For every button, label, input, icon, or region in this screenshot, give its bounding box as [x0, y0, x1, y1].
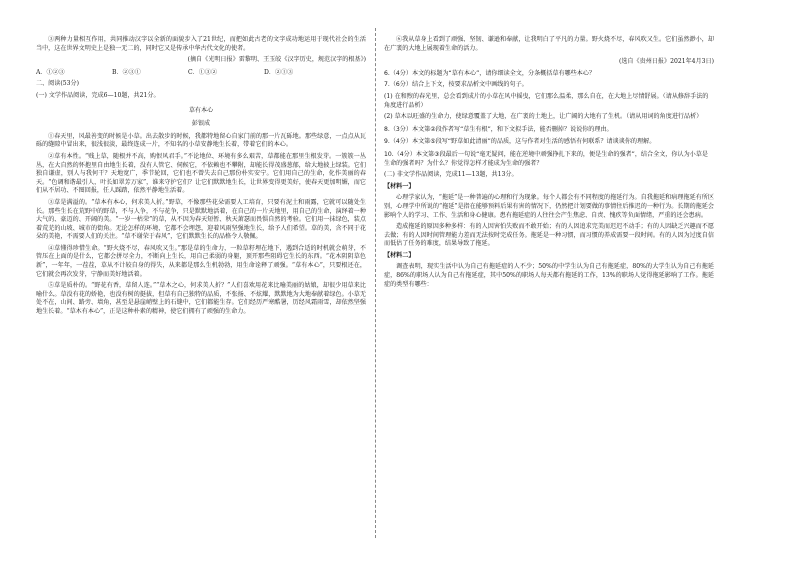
answer-options — [36, 69, 366, 78]
question-9: 9.（4分）本文第⑤段写“野草如此清丽”的品质，这与作者对生活的感悟有何联系？请谈谈你的理解。 — [384, 138, 656, 146]
option-c: C．①③② — [188, 68, 218, 76]
material-1-paragraph-1: 心理学家认为，“拖延”是一种普遍的心理和行为现象。每个人都会有不同程度的拖延行为。自我拖延和病理拖延有所区别，心理学中所说的“拖延”是指在能够预料后果有害的情况下，仍然把计划要做的事情往后推迟的一种行为。长期的拖延会影响个人的学习、工作、生活和身心健康。患有拖延症的人往往会产生焦虑、自责、愧疚等负面情绪，严重的还会患病。 — [384, 194, 714, 219]
material-1-heading: 【材料一】 — [384, 182, 415, 190]
article-paragraph-4: ④草懂得珍惜生命。“野火烧不尽，春风吹又生。”那是草的生命力，一粒草籽埋在地下，遇到合适的时机就会萌芽，不管压在上面的是什么，它都会拼尽全力，不断向上生长，用自己柔弱的身躯，顶开那些阻碍它生长的东西。“花木阴阴草色新”，一年年，一茬茬，草从不计较自身的得失，从来都是那么生机勃勃，用生命诠释了顽强。“草有本心”，只要根还在，它们就会再次发芽，宁静而美好地活着。 — [36, 244, 366, 278]
subsection-heading: (一) 文学作品阅读，完成6—10题，共21分。 — [36, 91, 160, 99]
article-paragraph-2: ②草有本性。“贱上草，随根并不高，购恨风君手。”不论地位、环境有多么艰苦，草都能在那里生根发芽。一簇簇一丛丛，在大自然的怀抱里自由地生长着，没有人管它、伺候它，不依赖也不攀附，却能长得茂盛葱郁，给大地披上绿装。它们独自谦虚，别人与我何干？天地宽广，季节轮回，它们也不曾失去自己那份朴实安宁。它们用自己的生命，化作美丽的春天。“色调和谐最引人，叶长如翠芳万家”，谁来守护它们？让它们默默地生长，让世界变得更美好，使春天更加明媚，而它们从不居功、不图回报，任人踩踏，依然平静地生活着。 — [36, 152, 366, 195]
source-note: (摘自《光明日报》雷黎明、王玉皎《汉字历史，规范汉字的根基》) — [187, 56, 366, 64]
article-paragraph-5: ⑤草是质朴的。“野花有香，草留人连。”“草木之心，何求美人折？”人们喜欢用花来比喻美丽的姑娘，却很少用草来比喻什么。草没有花的娇艳，也没有树的挺拔，但草有自己独特的品质，不张扬、不炫耀，默默地为大地奉献着绿色。小草无处不在，山间、路旁、墙角，甚至是悬崖峭壁上的石缝中，它们都能生存。它们经历严寒酷暑，历经风霜雨雪，却依然坚强地生长着。“草木有本心”，正是这种朴素的精神，使它们拥有了顽强的生命力。 — [36, 282, 366, 316]
option-d: D．②①③ — [264, 68, 294, 76]
article-author: 彭银成 — [191, 120, 211, 128]
column-divider — [375, 28, 376, 538]
option-b: B．②③① — [112, 68, 141, 76]
question-7: 7.（6分）结合上下文，按要求品析文中画线的句子。 — [384, 81, 528, 89]
subsection-heading-2: (二) 非文学作品阅读，完成11—13题，共13分。 — [384, 171, 518, 179]
article-title: 草有本心 — [188, 106, 214, 114]
article-source: (选自《贵州日报》2021年4月3日) — [618, 58, 714, 66]
option-a: A．①②③ — [36, 68, 65, 76]
paragraph-3: ③两种力量相互作用，共同推动汉字以全新的面貌步入了21世纪，而把如此古老的文字成功地运用于现代社会的生活当中，这在世界文明史上是独一无二的，同时它又是传承中华古代文化的使者。 — [36, 36, 366, 52]
question-10: 10.（4分）本文第③段最后一句说“毫无疑问，能在逆境中顽强挣扎下来的，便是生命的强者”，结合全文，你认为小草是生命的强者吗？为什么？你觉得怎样才能成为生命的强者？ — [384, 150, 708, 167]
question-6: 6.（4分）本文的标题为“草有本心”，请你细读全文，分条概括草有哪些本心？ — [384, 69, 596, 77]
article-paragraph-1: ①春天里，风最善变的时候是小草。出去散步的时候，我都特地留心自家门前的那一片瓦砾地。那些绿意，一点点从瓦砾的缝隙中冒出来，很浅很淡，最终连成一片，不知名的小草安静地生长着，带着它们的本心。 — [36, 132, 366, 149]
material-1-paragraph-2: 造成拖延的原因多种多样：有的人因害怕失败而不敢开始；有的人因追求完美而迟迟不动手；有的人因缺乏兴趣而不愿去做；有的人因时间管理能力差而无法按时完成任务。拖延是一种习惯，而习惯的养成需要一段时间。有的人因为过度自信而低估了任务的难度，结果导致了拖延。 — [384, 223, 714, 248]
article-paragraph-3: ③草是满溢的。“草本有本心，何求美人折。”野草，不像那些花朵需要人工培育，只要有泥土和雨露，它就可以随处生长。那些生长在荒野中的野草，不与人争，不与花争，只是默默地活着，在自己的一片天地里，用自己的生命，演绎着一种大气的、豪迈的、开阔的美。“一岁一枯荣”的草，从不因为春天短暂、秋天萧瑟而畏惧自然的考验。它们用一抹绿色，装点着荒芜的山坡、城市的街角。无论怎样的环境，它都不会埋怨，迎着风雨坚强地生长，给予人们希望。草的美，含不同于花朵的美艳，不需要人们的关注。“草不谢荣于春风”，它们默默生长的品格令人敬佩。 — [36, 198, 366, 241]
section-heading: 二、阅读(53分) — [36, 80, 79, 88]
left-column — [36, 36, 366, 317]
question-7-part-2: (2) 草木以旺盛的生命力，使绿意覆盖了大地，在广袤的土地上，让广阔的大地有了生机。（请从用词的角度进行品析） — [384, 113, 703, 121]
question-7-part-1: (1) 在和煦的春光里，总会看到成片的小草在风中摇曳，它们那么温柔，那么自在，在大地上尽情舒展。（请从修辞手法的角度进行品析） — [384, 92, 709, 109]
material-2-heading: 【材料二】 — [384, 251, 415, 259]
right-column — [384, 36, 714, 289]
material-2-paragraph-1: 调查表明，现实生活中认为自己有拖延症的人不少；50%的中学生认为自己有拖延症，80%的大学生认为自己有拖延症，86%的职场人认为自己有拖延症，其中50%的职场人每天都有拖延的工作，13%的职场人觉得拖延影响了工作。拖延症的类型有哪些： — [384, 263, 714, 288]
article-paragraph-6: ⑥我从草身上看到了顽强、坚韧、谦逊和奉献，让我明白了平凡的力量。野火烧不尽，春风吹又生。它们虽然渺小，却在广袤的大地上展现着生命的活力。 — [384, 36, 714, 52]
question-8: 8.（3分）本文第②段作者写“草生有根”，和下文拟手法，能否删掉？说说你的理由。 — [384, 125, 613, 133]
